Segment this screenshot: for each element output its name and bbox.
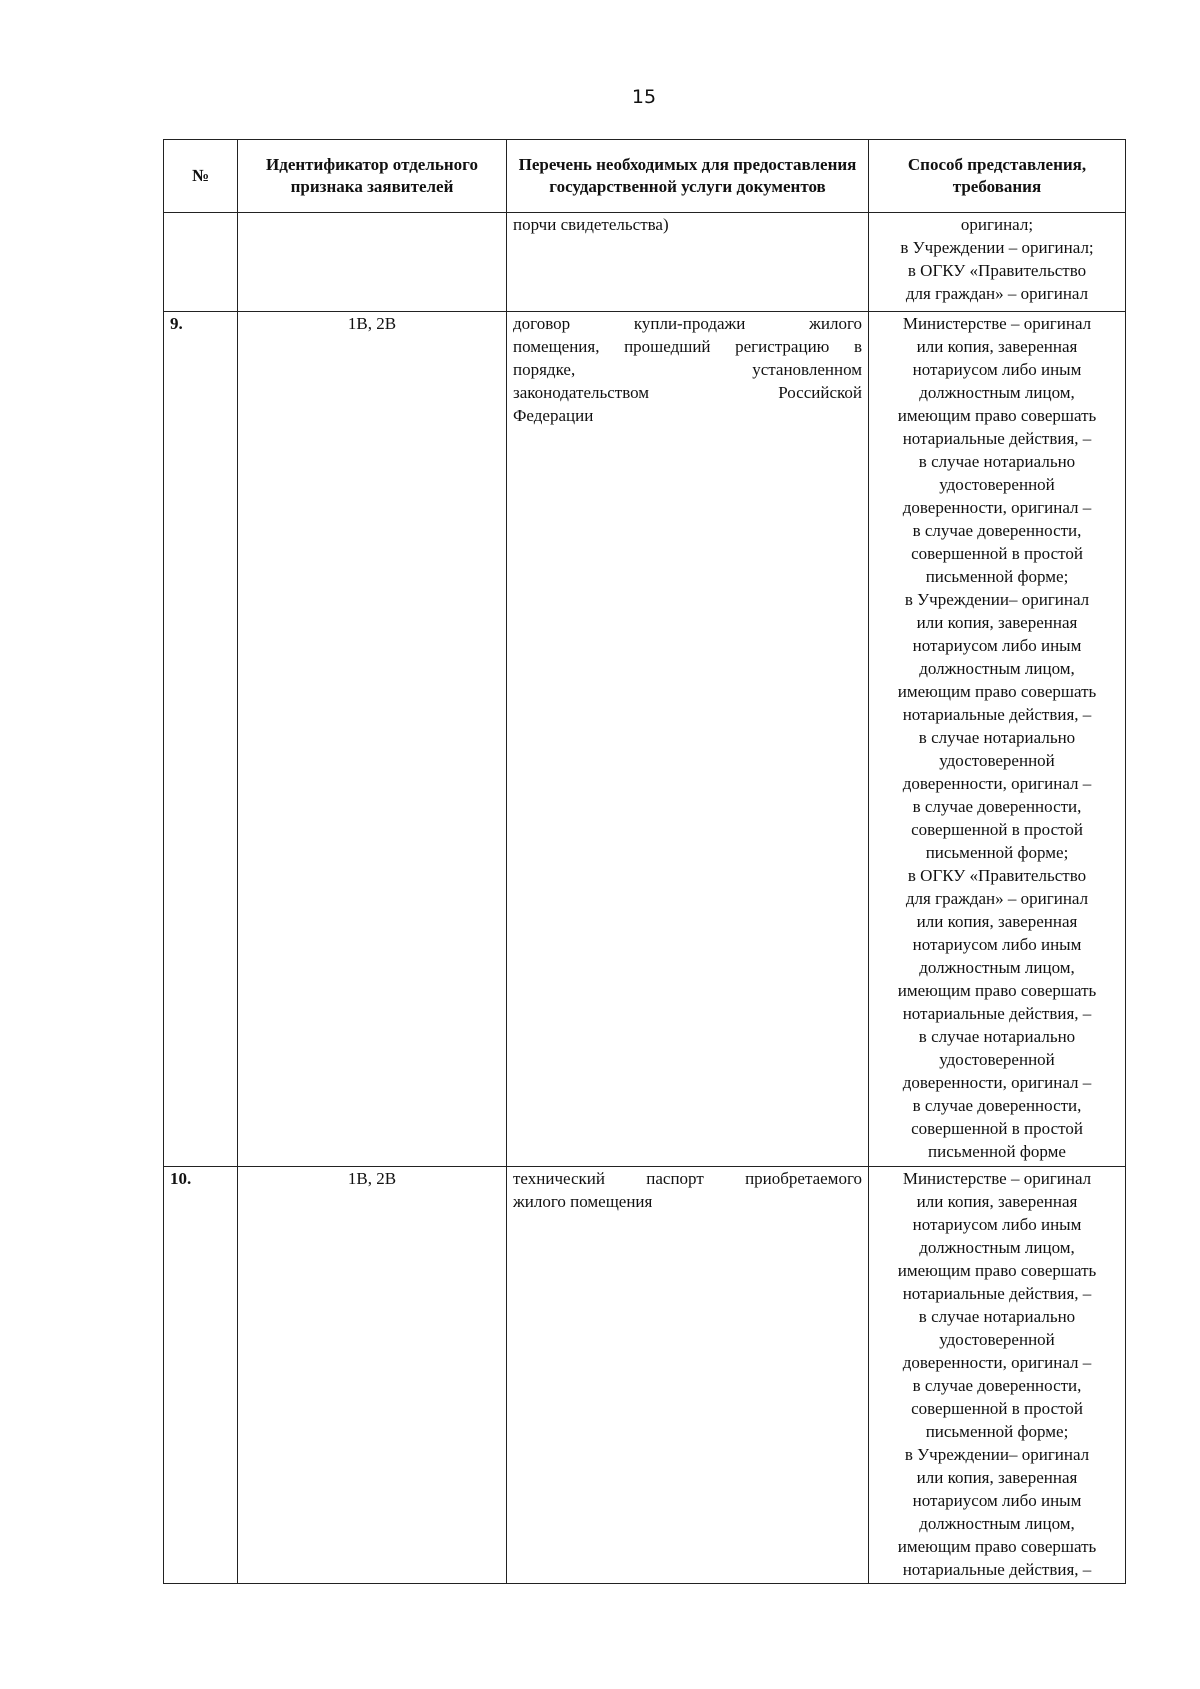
method-line: в случае нотариально [918,1307,1076,1326]
method-line: имеющим право совершать [897,981,1097,1000]
header-documents: Перечень необходимых для предоставления государственной услуги документов [507,140,869,213]
header-identifier: Идентификатор отдельного признака заявителей [238,140,507,213]
method-line: имеющим право совершать [897,1261,1097,1280]
document-line: жилого помещения [513,1192,653,1211]
method-line: в ОГКУ «Правительство [907,261,1087,280]
method-line: удостоверенной [939,1330,1055,1349]
header-num: № [164,140,238,213]
method-line: должностным лицом, [919,383,1075,402]
table-row [164,312,1126,1167]
method-line: доверенности, оригинал – [902,774,1092,793]
method-line: должностным лицом, [919,1514,1075,1533]
method-line: доверенности, оригинал – [902,1353,1092,1372]
method-line: для граждан» – оригинал [905,284,1089,303]
method-line: в Учреждении – оригинал; [900,238,1094,257]
method-line: нотариальные действия, – [902,1004,1092,1023]
document-line: помещения, прошедший регистрацию в [513,337,862,356]
cell-identifier: 1В, 2В [238,1167,507,1584]
cell-num [164,213,238,312]
method-line: оригинал; [960,215,1034,234]
page-number: 15 [631,86,657,108]
method-line: в случае нотариально [918,728,1076,747]
document-line: Федерации [513,406,594,425]
cell-identifier [238,213,507,312]
method-line: в случае доверенности, [912,1376,1082,1395]
documents-table [163,139,1126,1584]
method-line: удостоверенной [939,475,1055,494]
method-line: или копия, заверенная [916,1468,1078,1487]
method-line: Министерстве – оригинал [902,1169,1092,1188]
method-line: нотариальные действия, – [902,705,1092,724]
cell-method [869,312,1126,1167]
method-line: или копия, заверенная [916,1192,1078,1211]
method-line: доверенности, оригинал – [902,498,1092,517]
method-line: в случае доверенности, [912,1096,1082,1115]
method-line: имеющим право совершать [897,406,1097,425]
method-line: или копия, заверенная [916,912,1078,931]
cell-documents [507,312,869,1167]
method-line: нотариусом либо иным [912,636,1082,655]
method-line: удостоверенной [939,1050,1055,1069]
cell-identifier: 1В, 2В [238,312,507,1167]
method-line: письменной форме [928,1142,1066,1161]
method-line: письменной форме; [925,1422,1069,1441]
method-line: в случае доверенности, [912,797,1082,816]
document-line: технический паспорт приобретаемого [513,1169,862,1188]
method-line: в случае нотариально [918,452,1076,471]
method-line: имеющим право совершать [897,1537,1097,1556]
method-line: в случае доверенности, [912,521,1082,540]
document-line: порядке, установленном [513,360,862,379]
method-line: должностным лицом, [919,1238,1075,1257]
cell-num: 9. [164,312,238,1167]
method-line: для граждан» – оригинал [905,889,1089,908]
cell-num: 10. [164,1167,238,1584]
method-line: или копия, заверенная [916,337,1078,356]
method-line: доверенности, оригинал – [902,1073,1092,1092]
document-line: договор купли-продажи жилого [513,314,862,333]
table-row [164,1167,1126,1584]
method-line: письменной форме; [925,843,1069,862]
method-line: совершенной в простой [911,1119,1083,1138]
table-row-continued [164,213,1126,312]
method-line: в Учреждении– оригинал [904,1445,1090,1464]
cell-method [869,213,1126,312]
method-line: в Учреждении– оригинал [904,590,1090,609]
method-line: нотариусом либо иным [912,935,1082,954]
method-line: нотариусом либо иным [912,360,1082,379]
cell-documents [507,1167,869,1584]
method-line: нотариальные действия, – [902,429,1092,448]
method-line: нотариальные действия, – [902,1284,1092,1303]
method-line: в ОГКУ «Правительство [907,866,1087,885]
method-line: должностным лицом, [919,659,1075,678]
document-line: законодательством Российской [513,383,862,402]
method-line: нотариусом либо иным [912,1491,1082,1510]
method-line: нотариусом либо иным [912,1215,1082,1234]
method-line: Министерстве – оригинал [902,314,1092,333]
method-line: должностным лицом, [919,958,1075,977]
table-header-row [164,140,1126,213]
method-line: удостоверенной [939,751,1055,770]
cell-method [869,1167,1126,1584]
method-line: в случае нотариально [918,1027,1076,1046]
cell-documents: порчи свидетельства) [507,213,869,312]
method-line: нотариальные действия, – [902,1560,1092,1579]
method-line: совершенной в простой [911,544,1083,563]
header-method: Способ представления, требования [869,140,1126,213]
method-line: имеющим право совершать [897,682,1097,701]
method-line: письменной форме; [925,567,1069,586]
method-line: совершенной в простой [911,820,1083,839]
method-line: или копия, заверенная [916,613,1078,632]
method-line: совершенной в простой [911,1399,1083,1418]
